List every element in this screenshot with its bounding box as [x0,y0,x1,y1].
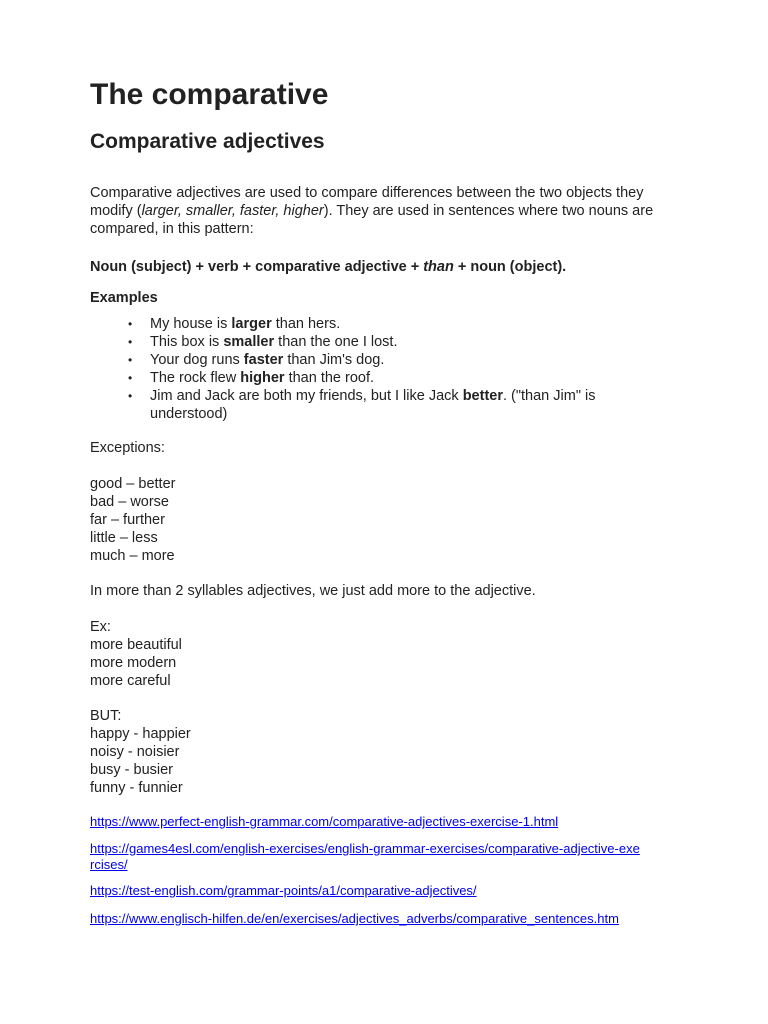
pattern-than: than [423,259,454,275]
list-item [90,315,650,333]
bullet-icon: • [128,389,133,403]
bullet-icon: • [128,371,133,385]
pattern-formula [90,258,566,276]
intro-text-2: ). They are used in sentences where two nouns are compared, in this pattern: [90,203,654,237]
example-bold: higher [240,370,285,386]
bullet-icon: • [128,353,133,367]
list-item [90,369,650,387]
list-item: funny - funnier [90,780,183,796]
list-item [90,333,650,351]
list-item: far – further [90,512,165,528]
example-bold: faster [243,352,284,368]
link-perfect-english-grammar[interactable]: https://www.perfect-english-grammar.com/comparative-adjectives-exercise-1.html [90,814,559,829]
intro-emphasis: larger, smaller, faster, higher [141,203,324,219]
list-item: much – more [90,548,175,564]
list-item [90,387,650,423]
list-item [90,351,650,369]
example-text: . ("than Jim" is understood) [150,388,596,422]
link-englisch-hilfen[interactable]: https://www.englisch-hilfen.de/en/exercises/adjectives_adverbs/comparative_sentences.htm [90,911,619,926]
bullet-icon: • [128,317,133,331]
example-text: The rock flew [150,370,241,386]
example-text: than the roof. [284,370,375,386]
example-text: than the one I lost. [274,334,398,350]
example-text: Jim and Jack are both my friends, but I like Jack [150,388,463,404]
intro-paragraph [90,184,690,238]
pattern-part-a: Noun (subject) + verb + comparative adjective + [90,259,424,275]
link-test-english[interactable]: https://test-english.com/grammar-points/a1/comparative-adjectives/ [90,883,477,898]
examples-list [90,315,650,423]
example-bold: better [462,388,503,404]
list-item: happy - happier [90,726,191,742]
pattern-part-b: + noun (object). [453,259,567,275]
ex-list [90,618,182,690]
list-item: little – less [90,530,158,546]
list-item: bad – worse [90,494,169,510]
but-label: BUT: [90,708,122,724]
example-text: than hers. [271,316,341,332]
ex-label: Ex: [90,619,111,635]
example-bold: larger [231,316,272,332]
bullet-icon: • [128,335,133,349]
but-list [90,707,191,797]
list-item: noisy - noisier [90,744,180,760]
list-item: more careful [90,673,171,689]
example-bold: smaller [223,334,275,350]
list-item: busy - busier [90,762,174,778]
long-adjective-rule: In more than 2 syllables adjectives, we just add more to the adjective. [90,583,536,599]
list-item: good – better [90,476,176,492]
exceptions-list [90,475,175,565]
example-text: Your dog runs [150,352,244,368]
exceptions-label: Exceptions: [90,440,165,456]
example-text: than Jim's dog. [283,352,385,368]
example-text: This box is [150,334,224,350]
intro-text-1: Comparative adjectives are used to compare differences between the two objects they modify ( [90,185,644,219]
examples-heading: Examples [90,290,158,306]
list-item: more beautiful [90,637,182,653]
page-title: The comparative [90,78,329,111]
list-item: more modern [90,655,177,671]
example-text: My house is [150,316,232,332]
link-games4esl[interactable]: https://games4esl.com/english-exercises/english-grammar-exercises/comparative-adjective-exercises/ [90,841,640,872]
section-heading: Comparative adjectives [90,130,325,153]
